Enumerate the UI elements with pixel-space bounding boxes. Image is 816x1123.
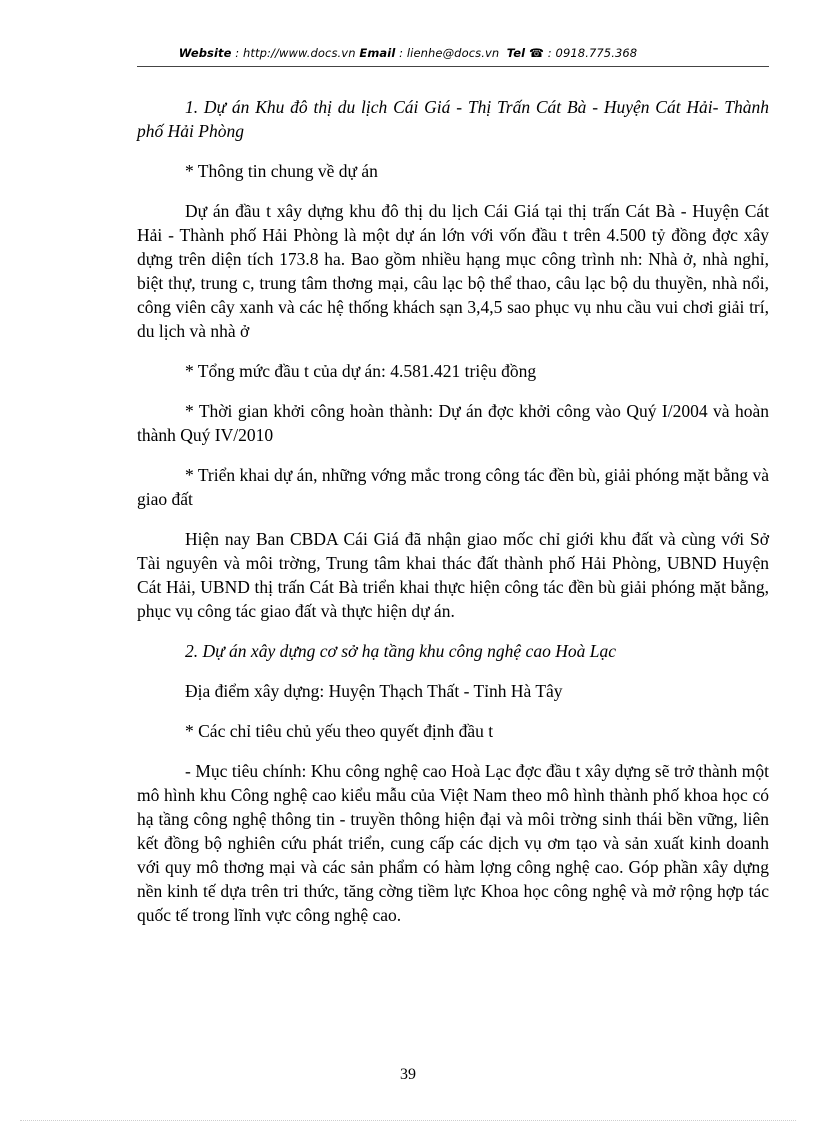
paragraph-main-objective: - Mục tiêu chính: Khu công nghệ cao Hoà Lạc đợc đầu t xây dựng sẽ trở thành một mô hình khu Công nghệ cao kiểu mẫu của Việt Nam theo mô hình thành phố khoa học có hạ tầng công nghệ thông tin - truyền thông hiện đại và môi trờng sinh thái bền vững, liên kết đồng bộ nghiên cứu phát triển, cung cấp các dịch vụ ơm tạo và sản xuất kinh doanh với quy mô thơng mại và các sản phẩm có hàm lợng công nghệ cao. Góp phần xây dựng nền kinh tế dựa trên tri thức, tăng cờng tiềm lực Khoa học công nghệ và mở rộng hợp tác quốc tế trong lĩnh vực công nghệ cao. [137,761,769,925]
email-label: Email [359,46,396,60]
email-link[interactable]: lienhe@docs.vn [406,46,500,60]
header-divider [137,66,769,67]
paragraph-timeline: * Thời gian khởi công hoàn thành: Dự án đợc khởi công vào Quý I/2004 và hoàn thành Quý IV/2010 [137,401,769,445]
tel-value: 0918.775.368 [555,46,638,60]
website-sep: : [231,46,244,60]
section-heading-2: 2. Dự án xây dựng cơ sở hạ tầng khu công nghệ cao Hoà Lạc [185,641,616,661]
phone-icon: ☎ [528,46,545,60]
website-label: Website [178,46,232,60]
tel-sep: : [544,46,556,60]
paragraph-implementation: * Triển khai dự án, những vớng mắc trong công tác đền bù, giải phóng mặt bằng và giao đất [137,465,769,509]
document-body [137,95,769,943]
email-sep: : [395,46,407,60]
tel-label: Tel [506,46,526,60]
page-number: 39 [400,1066,416,1083]
website-link[interactable]: http://www.docs.vn [243,46,356,60]
section-heading-1: 1. Dự án Khu đô thị du lịch Cái Giá - Thị Trấn Cát Bà - Huyện Cát Hải- Thành phố Hải Phòng [137,97,769,141]
page-header [0,46,816,60]
paragraph-general-info: * Thông tin chung về dự án [185,161,378,181]
paragraph-total-investment: * Tổng mức đầu t của dự án: 4.581.421 triệu đồng [185,361,537,381]
paragraph-key-indicators: * Các chỉ tiêu chủ yếu theo quyết định đầu t [185,721,494,741]
paragraph-project-description: Dự án đầu t xây dựng khu đô thị du lịch Cái Giá tại thị trấn Cát Bà - Huyện Cát Hải - Thành phố Hải Phòng là một dự án lớn với vốn đầu t trên 4.500 tỷ đồng đợc xây dựng trên diện tích 173.8 ha. Bao gồm nhiều hạng mục công trình nh: Nhà ở, nhà nghỉ, biệt thự, trung c, trung tâm thơng mại, câu lạc bộ thể thao, câu lạc bộ du thuyền, nhà nổi, công viên cây xanh và các hệ thống khách sạn 3,4,5 sao phục vụ nhu cầu vui chơi giải trí, du lịch và nhà ở [137,201,769,341]
paragraph-location: Địa điểm xây dựng: Huyện Thạch Thất - Tỉnh Hà Tây [185,681,563,701]
paragraph-current-status: Hiện nay Ban CBDA Cái Giá đã nhận giao mốc chỉ giới khu đất và cùng với Sở Tài nguyên và môi trờng, Trung tâm khai thác đất thành phố Hải Phòng, UBND Huyện Cát Hải, UBND thị trấn Cát Bà triển khai thực hiện công tác đền bù giải phóng mặt bằng, phục vụ công tác giao đất và thực hiện dự án. [137,529,769,621]
page-bottom-divider [20,1120,796,1121]
